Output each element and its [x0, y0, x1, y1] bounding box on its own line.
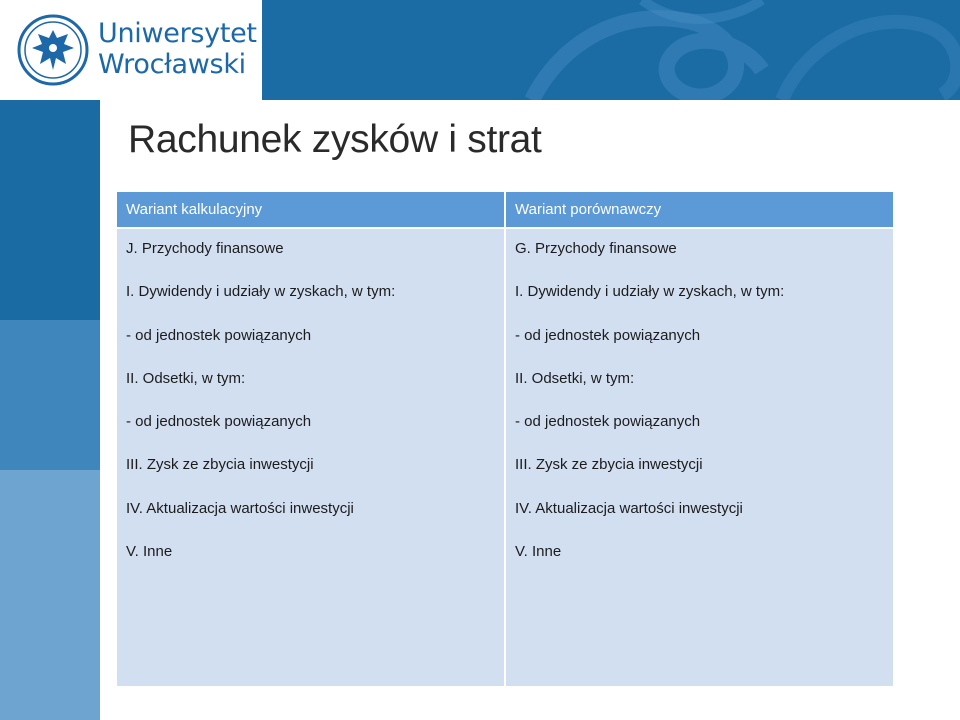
stripe-light — [0, 470, 100, 720]
decorative-swirl — [262, 0, 960, 100]
table-row: I. Dywidendy i udziały w zyskach, w tym: — [126, 283, 396, 301]
column-header-right: Wariant porównawczy — [506, 192, 893, 227]
logo-line1: Uniwersytet — [98, 18, 257, 49]
eagle-emblem-icon — [16, 14, 90, 86]
column-left — [117, 192, 504, 686]
table-row: J. Przychody finansowe — [126, 240, 284, 257]
table-row: I. Dywidendy i udziały w zyskach, w tym: — [515, 283, 785, 301]
stripe-dark — [0, 100, 100, 320]
table-row: III. Zysk ze zbycia inwestycji — [126, 456, 314, 474]
university-logo — [0, 0, 262, 100]
column-body-right — [506, 229, 893, 686]
stripe-mid — [0, 320, 100, 470]
table-row: V. Inne — [515, 543, 562, 561]
column-right — [506, 192, 893, 686]
page-title: Rachunek zysków i strat — [128, 118, 542, 161]
table-row: - od jednostek powiązanych — [515, 326, 701, 344]
table-row: IV. Aktualizacja wartości inwestycji — [515, 499, 743, 517]
table-row: - od jednostek powiązanych — [515, 413, 701, 431]
slide — [100, 100, 960, 720]
header-band — [262, 0, 960, 100]
comparison-table — [117, 192, 893, 686]
column-header-left: Wariant kalkulacyjny — [117, 192, 504, 227]
table-row: V. Inne — [126, 543, 173, 561]
table-row: II. Odsetki, w tym: — [126, 369, 246, 387]
left-stripe — [0, 100, 100, 720]
table-row: G. Przychody finansowe — [515, 240, 677, 257]
table-row: - od jednostek powiązanych — [126, 413, 312, 431]
table-row: IV. Aktualizacja wartości inwestycji — [126, 499, 354, 517]
logo-text — [98, 18, 257, 80]
table-row: II. Odsetki, w tym: — [515, 369, 635, 387]
table-row: III. Zysk ze zbycia inwestycji — [515, 456, 703, 474]
column-body-left — [117, 229, 504, 686]
table-row: - od jednostek powiązanych — [126, 326, 312, 344]
logo-line2: Wrocławski — [98, 49, 246, 80]
